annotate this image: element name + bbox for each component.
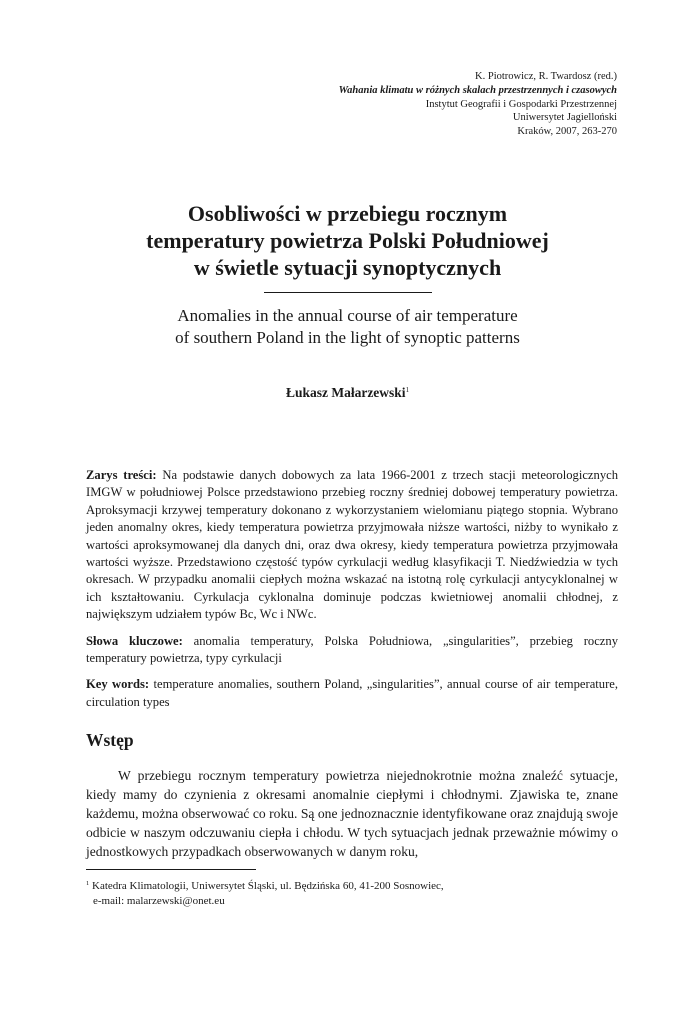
footnote (86, 876, 444, 909)
footnote-affiliation: Katedra Klimatologii, Uniwersytet Śląski, ul. Będzińska 60, 41-200 Sosnowiec, (92, 880, 444, 892)
author-footnote-mark: 1 (405, 386, 410, 394)
polish-title-line-1: Osobliwości w przebiegu rocznym (187, 201, 508, 226)
footnote-affiliation-line (86, 876, 444, 894)
keywords-english-text: temperature anomalies, southern Poland, „singularities”, annual course of air temperature, circulation types (86, 677, 619, 709)
polish-title-line-2: temperatury powietrza Polski Południowej (146, 228, 549, 253)
keywords-polish-text: anomalia temperatury, Polska Południowa, „singularities”, przebieg roczny temperatury powietrza, typy cyrkulacji (86, 633, 618, 666)
english-title-line-1: Anomalies in the annual course of air temperature (177, 306, 518, 325)
section-heading: Wstęp (86, 730, 134, 750)
header-book-title: Wahania klimatu w różnych skalach przestrzennych i czasowych (338, 84, 617, 96)
abstract-block (86, 467, 618, 720)
keywords-polish (86, 633, 618, 668)
keywords-english (86, 676, 618, 711)
abstract-label: Zarys treści: (86, 468, 157, 482)
abstract-text: Na podstawie danych dobowych za lata 1966-2001 z trzech stacji meteorologicznych IMGW w południowej Polsce przedstawiono przebieg roczny średniej dobowej temperatury powietrza. Aproksymacji krzywej temperatury dokonano z wykorzystaniem wielomianu piątego stopnia. Wybrano jeden anomalny okres, kiedy temperatura powietrza przyjmowała niższe wartości, niżby to wynikało z wartości aproksymowanej dla danych dni, oraz dwa okresy, kiedy temperatura powietrza przyjmowała wartości wyższe. Przedstawiono częstość typów cyrkulacji według klasyfikacji T. Niedźwiedzia w tych okresach. W przypadku anomalii ciepłych można wskazać na istotną rolę cyrkulacji antycyklonalnej w ich kształtowaniu. Cyrkulacja cyklonalna dominuje podczas kwietniowej anomalii chłodnej, z największym udziałem typów Bc, Wc i NWc. (86, 468, 619, 622)
abstract (86, 467, 618, 624)
intro-paragraph: W przebiegu rocznym temperatury powietrza niejednokrotnie można znaleźć sytuacje, kiedy mamy do czynienia z okresami anomalnie ciepłymi i chłodnymi. Zjawiska te, znane każdemu, można obserwować co roku. Są one jednoznacznie identyfikowane oraz znajdują swoje odbicie w naszym odczuwaniu ciepła i chłodu. W tych sytuacjach jednak przeważnie mówimy o jednostkowych przypadkach obserwowanych w danym roku, (86, 768, 618, 859)
keywords-english-label: Key words: (86, 677, 150, 692)
footnote-divider (86, 869, 256, 870)
author-name: Łukasz Małarzewski (285, 385, 406, 400)
polish-title (0, 200, 695, 281)
title-divider (264, 292, 432, 293)
header-university: Uniwersytet Jagielloński (512, 112, 617, 124)
title-block (0, 200, 695, 348)
header-institute: Instytut Geografii i Gospodarki Przestrzennej (425, 98, 617, 110)
english-title (0, 305, 695, 348)
header-place-pages: Kraków, 2007, 263-270 (517, 126, 617, 138)
footnote-email: e-mail: malarzewski@onet.eu (93, 895, 225, 907)
footnote-mark: 1 (86, 880, 90, 887)
publication-header (339, 70, 617, 139)
author (0, 385, 695, 401)
header-editors: K. Piotrowicz, R. Twardosz (red.) (475, 71, 617, 82)
polish-title-line-3: w świetle sytuacji synoptycznych (193, 255, 502, 280)
english-title-line-2: of southern Poland in the light of synoptic patterns (175, 327, 520, 347)
keywords-polish-label: Słowa kluczowe: (86, 633, 183, 648)
